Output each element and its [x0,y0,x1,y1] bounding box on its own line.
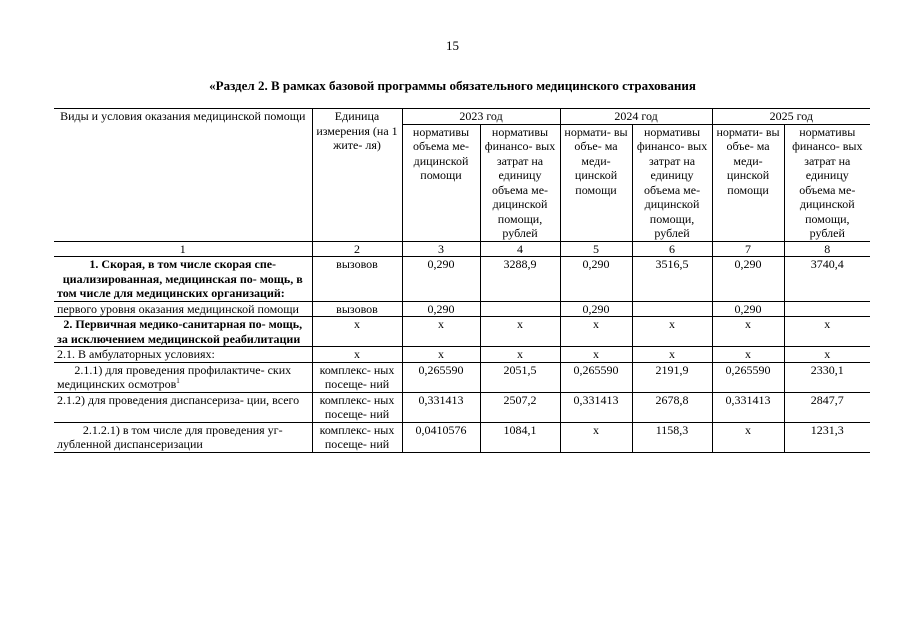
row-finance-2023 [480,301,560,317]
row-volume-2025: х [712,347,784,363]
row-volume-2023: 0,0410576 [402,422,480,452]
header-volume-norm-2023: нормативы объема ме- дицинской помощи [402,124,480,241]
row-finance-2024: х [632,317,712,347]
section-title: «Раздел 2. В рамках базовой программы обязательного медицинского страхования [209,78,696,93]
row-volume-2024: х [560,317,632,347]
row-volume-2025: 0,290 [712,301,784,317]
row-finance-2024: 2678,8 [632,392,712,422]
column-number: 3 [402,241,480,257]
header-row-column-numbers [54,241,870,257]
header-unit: Единица измерения (на 1 жите- ля) [312,109,402,242]
header-year-2023: 2023 год [402,109,560,125]
row-unit: х [312,347,402,363]
row-volume-2025: 0,265590 [712,362,784,392]
row-finance-2024: 3516,5 [632,257,712,302]
row-finance-2024: х [632,347,712,363]
row-finance-2025: х [784,347,870,363]
row-volume-2024: 0,290 [560,301,632,317]
column-number: 5 [560,241,632,257]
row-care-type: 2.1.2.1) в том числе для проведения уг- лубленной диспансеризации [54,422,312,452]
row-care-type: 2. Первичная медико-санитарная по- мощь, за исключением медицинской реабилитации [54,317,312,347]
row-volume-2024: х [560,347,632,363]
row-finance-2025: 2330,1 [784,362,870,392]
table-row [54,347,870,363]
column-number: 6 [632,241,712,257]
row-volume-2023: х [402,347,480,363]
row-unit: комплекс- ных посеще- ний [312,362,402,392]
column-number: 1 [54,241,312,257]
column-number: 4 [480,241,560,257]
row-volume-2025: 0,290 [712,257,784,302]
row-care-type: 2.1.2) для проведения диспансериза- ции, всего [54,392,312,422]
row-finance-2025 [784,301,870,317]
table-row [54,362,870,392]
row-finance-2025: х [784,317,870,347]
header-year-2025: 2025 год [712,109,870,125]
row-volume-2023: 0,290 [402,301,480,317]
row-volume-2023: 0,331413 [402,392,480,422]
row-finance-2023: 3288,9 [480,257,560,302]
header-finance-norm-2023: нормативы финансо- вых затрат на единицу объема ме- дицинской помощи, рублей [480,124,560,241]
row-volume-2025: х [712,317,784,347]
row-unit: комплекс- ных посеще- ний [312,422,402,452]
column-number: 7 [712,241,784,257]
row-care-type: первого уровня оказания медицинской помощи [54,301,312,317]
medical-care-norms-table [54,108,870,453]
row-unit: комплекс- ных посеще- ний [312,392,402,422]
row-finance-2023: х [480,347,560,363]
row-unit: вызовов [312,301,402,317]
column-number: 8 [784,241,870,257]
row-volume-2024: 0,265590 [560,362,632,392]
table-row [54,317,870,347]
row-volume-2023: х [402,317,480,347]
row-unit: вызовов [312,257,402,302]
row-care-type [54,362,312,392]
table-row [54,422,870,452]
row-care-type: 1. Скорая, в том числе скорая спе- циализированная, медицинская по- мощь, в том числе для медицинских организаций: [54,257,312,302]
header-row-years [54,109,870,125]
row-finance-2023: х [480,317,560,347]
row-finance-2025: 1231,3 [784,422,870,452]
header-finance-norm-2024: нормативы финансо- вых затрат на единицу объема ме- дицинской помощи, рублей [632,124,712,241]
table-row [54,392,870,422]
header-year-2024: 2024 год [560,109,712,125]
row-care-type: 2.1. В амбулаторных условиях: [54,347,312,363]
row-volume-2025: 0,331413 [712,392,784,422]
header-finance-norm-2025: нормативы финансо- вых затрат на единицу объема ме- дицинской помощи, рублей [784,124,870,241]
footnote-marker: 1 [176,377,180,385]
row-finance-2023: 2507,2 [480,392,560,422]
row-volume-2023: 0,265590 [402,362,480,392]
row-finance-2025: 2847,7 [784,392,870,422]
row-unit: х [312,317,402,347]
row-volume-2024: 0,331413 [560,392,632,422]
row-care-type-text: 2.1.1) для проведения профилактиче- ских медицинских осмотров [57,362,292,391]
row-volume-2023: 0,290 [402,257,480,302]
row-volume-2025: х [712,422,784,452]
row-finance-2024: 1158,3 [632,422,712,452]
row-finance-2023: 1084,1 [480,422,560,452]
row-finance-2025: 3740,4 [784,257,870,302]
column-number: 2 [312,241,402,257]
row-finance-2023: 2051,5 [480,362,560,392]
header-care-type: Виды и условия оказания медицинской помощи [54,109,312,242]
table-row [54,301,870,317]
table-row [54,257,870,302]
header-volume-norm-2025: нормати- вы объе- ма меди- цинской помощи [712,124,784,241]
row-finance-2024: 2191,9 [632,362,712,392]
row-volume-2024: 0,290 [560,257,632,302]
row-finance-2024 [632,301,712,317]
row-volume-2024: х [560,422,632,452]
header-volume-norm-2024: нормати- вы объе- ма меди- цинской помощи [560,124,632,241]
page-number: 15 [446,38,459,53]
